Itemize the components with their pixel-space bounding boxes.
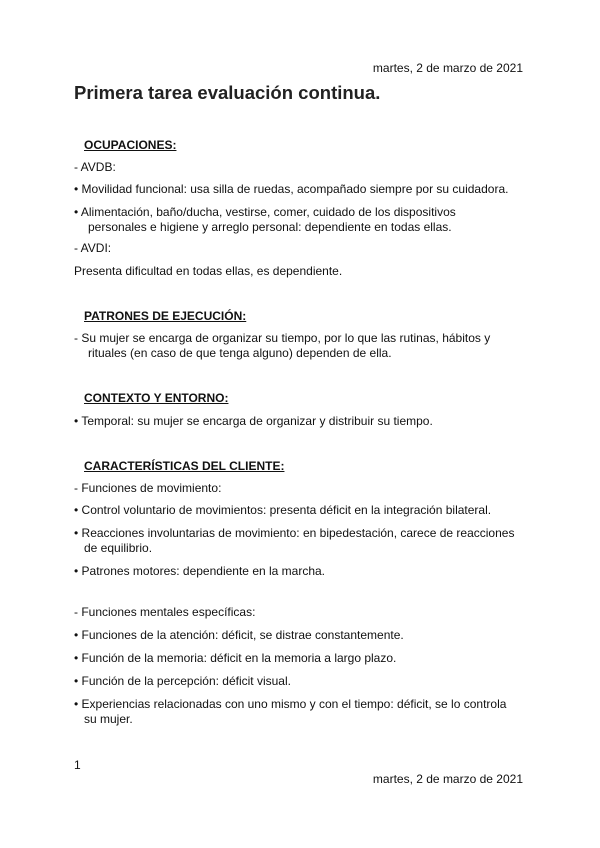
- footer-date: martes, 2 de marzo de 2021: [372, 772, 523, 786]
- list-item: • Función de la percepción: déficit visual.: [74, 674, 291, 688]
- list-item-continuation: su mujer.: [84, 712, 133, 726]
- list-item: • Función de la memoria: déficit en la memoria a largo plazo.: [74, 651, 397, 665]
- list-item: • Experiencias relacionadas con uno mismo y con el tiempo: déficit, se lo controla: [74, 697, 507, 711]
- list-item: • Funciones de la atención: déficit, se distrae constantemente.: [74, 628, 404, 642]
- paragraph: Presenta dificultad en todas ellas, es dependiente.: [74, 264, 343, 278]
- mentales-label: - Funciones mentales específicas:: [74, 605, 256, 619]
- page-title: Primera tarea evaluación continua.: [74, 82, 381, 103]
- page-number: 1: [74, 758, 81, 772]
- section-heading-contexto: CONTEXTO Y ENTORNO:: [84, 391, 229, 405]
- list-item: • Movilidad funcional: usa silla de ruedas, acompañado siempre por su cuidadora.: [74, 182, 509, 196]
- section-heading-caracteristicas: CARACTERÍSTICAS DEL CLIENTE:: [84, 459, 285, 473]
- list-item: • Patrones motores: dependiente en la marcha.: [74, 564, 326, 578]
- list-item-continuation: personales e higiene y arreglo personal: dependiente en todas ellas.: [88, 220, 452, 234]
- list-item-continuation: de equilibrio.: [84, 541, 153, 555]
- list-item: - Su mujer se encarga de organizar su tiempo, por lo que las rutinas, hábitos y: [74, 331, 491, 345]
- list-item: • Alimentación, baño/ducha, vestirse, comer, cuidado de los dispositivos: [74, 205, 456, 219]
- list-item-continuation: rituales (en caso de que tenga alguno) dependen de ella.: [88, 346, 392, 360]
- avdb-label: - AVDB:: [74, 160, 116, 174]
- list-item: • Temporal: su mujer se encarga de organizar y distribuir su tiempo.: [74, 414, 433, 428]
- avdi-label: - AVDI:: [74, 241, 112, 255]
- list-item: • Control voluntario de movimientos: presenta déficit en la integración bilateral.: [74, 503, 492, 517]
- header-date: martes, 2 de marzo de 2021: [372, 61, 523, 75]
- section-heading-patrones: PATRONES DE EJECUCIÓN:: [84, 309, 247, 323]
- movimiento-label: - Funciones de movimiento:: [74, 481, 222, 495]
- list-item: • Reacciones involuntarias de movimiento: en bipedestación, carece de reacciones: [74, 526, 515, 540]
- section-heading-ocupaciones: OCUPACIONES:: [84, 138, 177, 152]
